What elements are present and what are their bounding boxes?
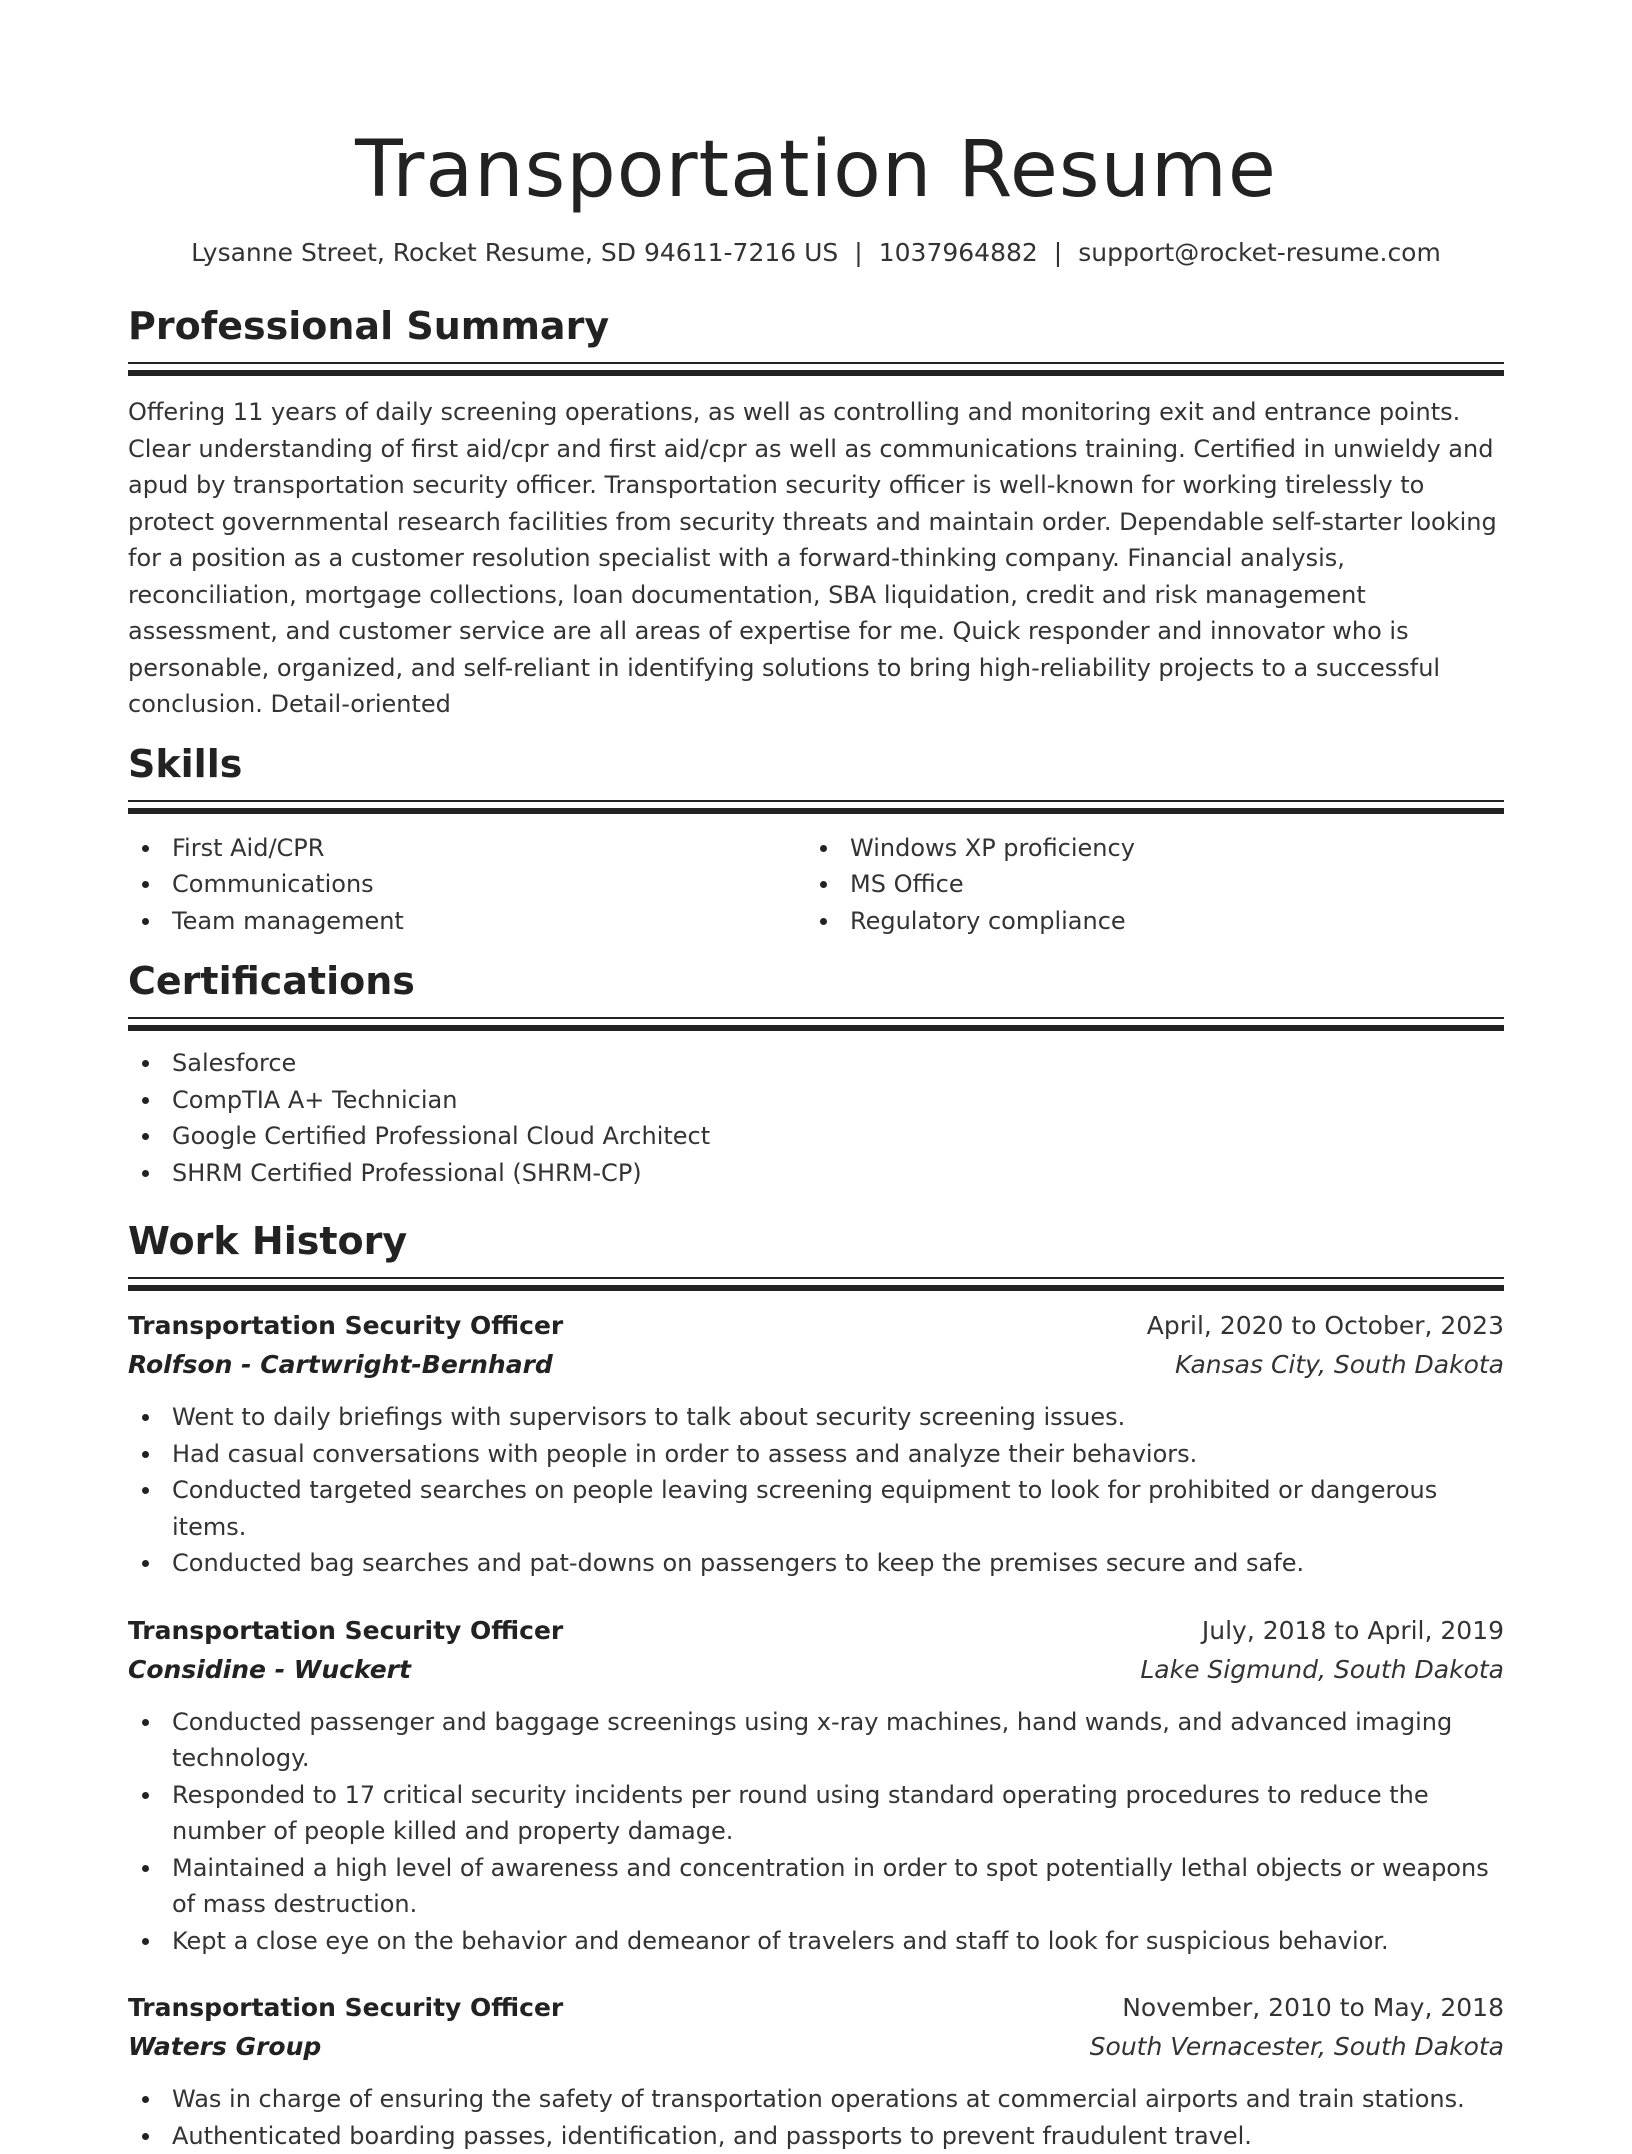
contact-phone: 1037964882 bbox=[879, 238, 1038, 267]
skill-item: Windows XP proficiency bbox=[806, 830, 1484, 867]
skills-column-left bbox=[128, 830, 806, 940]
job-subheader bbox=[128, 1650, 1504, 1690]
certification-item: SHRM Certified Professional (SHRM-CP) bbox=[128, 1155, 1504, 1192]
certification-item: Salesforce bbox=[128, 1045, 1504, 1082]
section-divider bbox=[128, 1277, 1504, 1291]
job-bullet: Conducted targeted searches on people leaving screening equipment to look for prohibited or dangerous items. bbox=[128, 1472, 1504, 1545]
certifications-section bbox=[128, 955, 1504, 1191]
job-location: Lake Sigmund, South Dakota bbox=[1140, 1650, 1504, 1690]
certification-item: CompTIA A+ Technician bbox=[128, 1082, 1504, 1119]
contact-line bbox=[128, 236, 1504, 270]
contact-separator: | bbox=[1054, 236, 1062, 270]
job-header bbox=[128, 1612, 1504, 1650]
skill-item: First Aid/CPR bbox=[128, 830, 806, 867]
job-location: Kansas City, South Dakota bbox=[1175, 1345, 1504, 1385]
job-bullet: Conducted bag searches and pat-downs on passengers to keep the premises secure and safe. bbox=[128, 1545, 1504, 1582]
skill-item: Regulatory compliance bbox=[806, 903, 1484, 940]
skills-column-right bbox=[806, 830, 1484, 940]
skills-section bbox=[128, 738, 1504, 940]
contact-email: support@rocket-resume.com bbox=[1078, 238, 1441, 267]
section-title-certifications: Certifications bbox=[128, 955, 1504, 1007]
work-history-section bbox=[128, 1215, 1504, 2154]
job-header bbox=[128, 1307, 1504, 1345]
job-company: Considine - Wuckert bbox=[128, 1650, 411, 1690]
job-bullets bbox=[128, 2081, 1504, 2154]
job-bullet: Had casual conversations with people in order to assess and analyze their behaviors. bbox=[128, 1436, 1504, 1473]
job-bullet: Authenticated boarding passes, identification, and passports to prevent fraudulent travel. bbox=[128, 2118, 1504, 2154]
job-title: Transportation Security Officer bbox=[128, 1307, 563, 1345]
contact-address: Lysanne Street, Rocket Resume, SD 94611-7216 US bbox=[191, 238, 838, 267]
section-divider bbox=[128, 362, 1504, 376]
certification-item: Google Certified Professional Cloud Architect bbox=[128, 1118, 1504, 1155]
section-title-summary: Professional Summary bbox=[128, 300, 1504, 352]
summary-section bbox=[128, 300, 1504, 723]
contact-separator: | bbox=[854, 236, 862, 270]
job-dates: April, 2020 to October, 2023 bbox=[1147, 1307, 1504, 1345]
skill-item: Team management bbox=[128, 903, 806, 940]
job-entry bbox=[128, 1612, 1504, 1960]
job-bullet: Was in charge of ensuring the safety of transportation operations at commercial airports and train stations. bbox=[128, 2081, 1504, 2118]
job-bullet: Responded to 17 critical security incidents per round using standard operating procedures to reduce the number of people killed and property damage. bbox=[128, 1777, 1504, 1850]
job-subheader bbox=[128, 2027, 1504, 2067]
resume-page bbox=[128, 0, 1504, 2154]
job-entry bbox=[128, 1307, 1504, 1582]
section-title-work-history: Work History bbox=[128, 1215, 1504, 1267]
section-divider bbox=[128, 800, 1504, 814]
summary-text: Offering 11 years of daily screening operations, as well as controlling and monitoring exit and entrance points. Clear understanding of first aid/cpr and first aid/cpr as well as communications training. Certified in unwieldy and apud by transportation security officer. Transportation security officer is well-known for working tirelessly to protect governmental research facilities from security threats and maintain order. Dependable self-starter looking for a position as a customer resolution specialist with a forward-thinking company. Financial analysis, reconciliation, mortgage collections, loan documentation, SBA liquidation, credit and risk management assessment, and customer service are all areas of expertise for me. Quick responder and innovator who is personable, organized, and self-reliant in identifying solutions to bring high-reliability projects to a successful conclusion. Detail-oriented bbox=[128, 394, 1504, 723]
job-bullets bbox=[128, 1704, 1504, 1960]
resume-title: Transportation Resume bbox=[128, 120, 1504, 220]
skill-item: MS Office bbox=[806, 866, 1484, 903]
skill-item: Communications bbox=[128, 866, 806, 903]
job-bullet: Maintained a high level of awareness and concentration in order to spot potentially lethal objects or weapons of mass destruction. bbox=[128, 1850, 1504, 1923]
job-bullet: Went to daily briefings with supervisors to talk about security screening issues. bbox=[128, 1399, 1504, 1436]
job-bullets bbox=[128, 1399, 1504, 1582]
section-divider bbox=[128, 1017, 1504, 1031]
job-dates: July, 2018 to April, 2019 bbox=[1202, 1612, 1504, 1650]
job-entry bbox=[128, 1989, 1504, 2154]
job-subheader bbox=[128, 1345, 1504, 1385]
job-bullet: Conducted passenger and baggage screenings using x-ray machines, hand wands, and advanced imaging technology. bbox=[128, 1704, 1504, 1777]
job-company: Waters Group bbox=[128, 2027, 321, 2067]
section-title-skills: Skills bbox=[128, 738, 1504, 790]
job-location: South Vernacester, South Dakota bbox=[1090, 2027, 1504, 2067]
job-company: Rolfson - Cartwright-Bernhard bbox=[128, 1345, 553, 1385]
job-dates: November, 2010 to May, 2018 bbox=[1122, 1989, 1504, 2027]
job-bullet: Kept a close eye on the behavior and demeanor of travelers and staff to look for suspicious behavior. bbox=[128, 1923, 1504, 1960]
job-header bbox=[128, 1989, 1504, 2027]
job-title: Transportation Security Officer bbox=[128, 1989, 563, 2027]
certifications-list bbox=[128, 1045, 1504, 1191]
skills-list bbox=[128, 830, 1504, 940]
job-title: Transportation Security Officer bbox=[128, 1612, 563, 1650]
